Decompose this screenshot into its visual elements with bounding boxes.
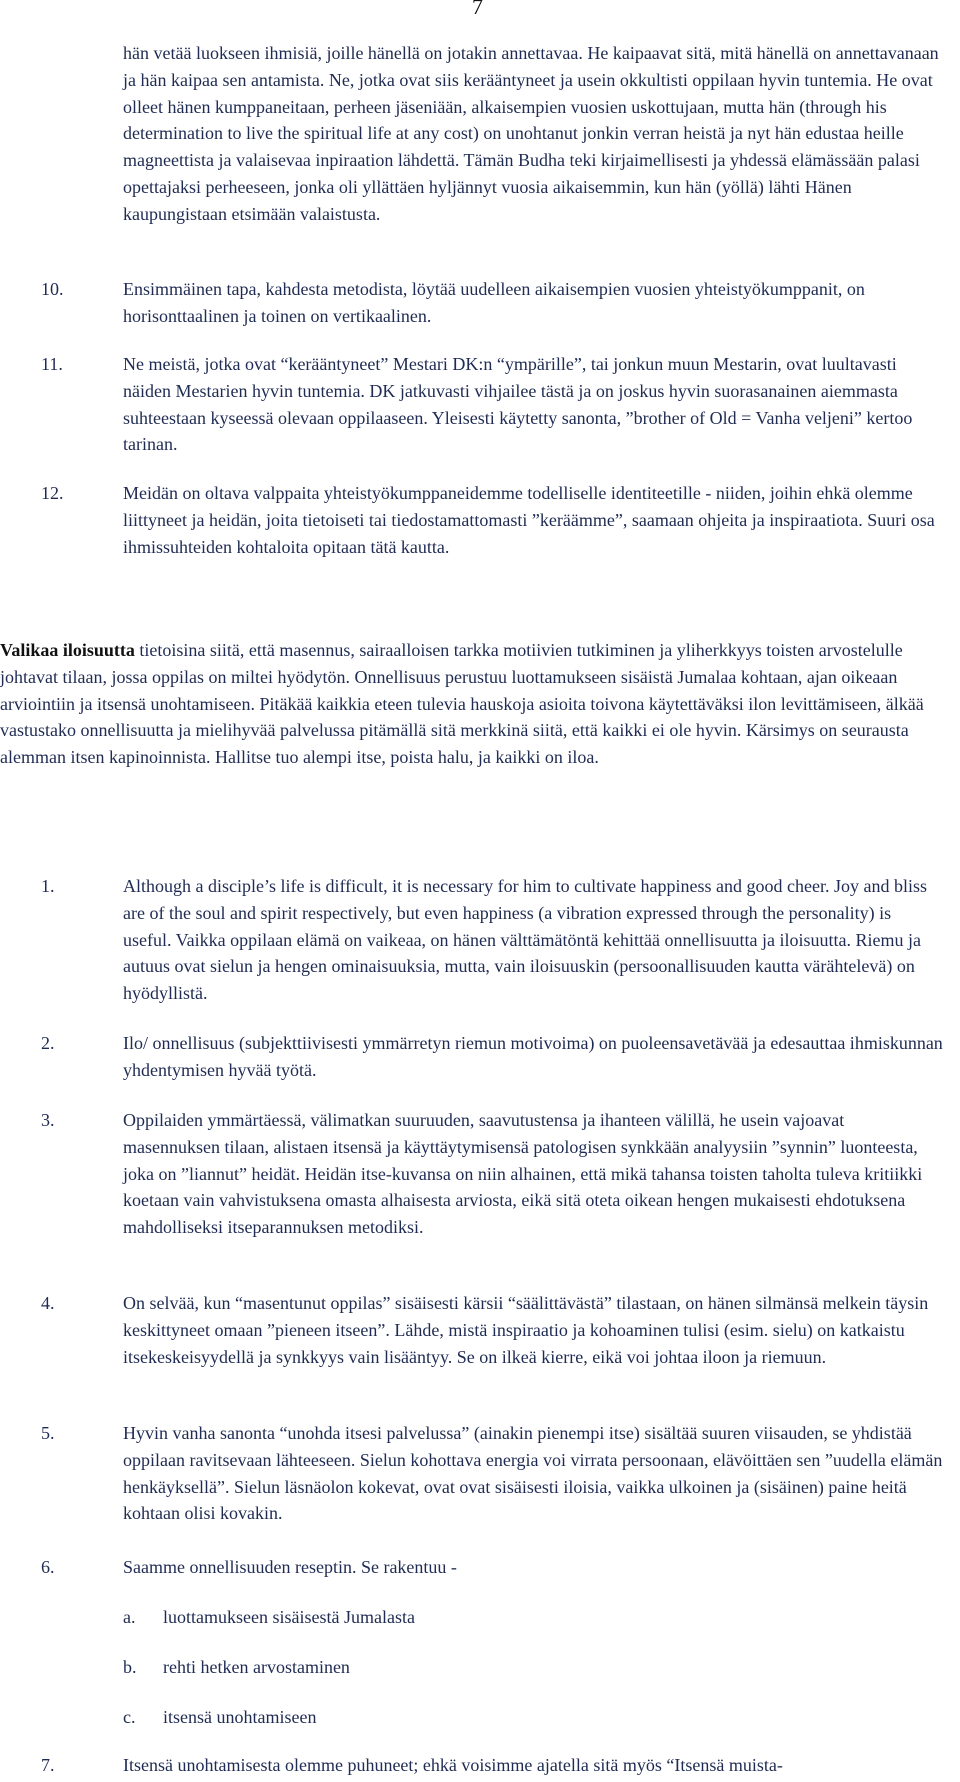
list-item-text: Although a disciple’s life is difficult, it is necessary for him to cultivate happiness and good cheer. Joy and bliss are of the soul and spirit respectively, but even happiness (a vibration expressed through the personality) is useful. Vaikka oppilaan elämä on vaikeaa, on hänen välttämätöntä kehittää onnellisuutta ja iloisuutta. Riemu ja autuus ovat sielun ja hengen ominaisuuksia, mutta, vain iloisuuskin (persoonallisuuden kautta värähtelevä) on hyödyllistä. [123,876,928,1004]
list-item-number: 4. [41,1293,55,1313]
paragraph-lead: Valikaa iloisuutta [0,640,135,660]
list-item-number: 1. [41,876,55,896]
sub-list-text: rehti hetken arvostaminen [163,1657,350,1677]
list-item-number: 11. [41,354,63,374]
list-item-text: Itsensä unohtamisesta olemme puhuneet; ehkä voisimme ajatella sitä myös “Itsensä muista- [123,1755,783,1775]
list-item-text: Hyvin vanha sanonta “unohda itsesi palvelussa” (ainakin pienempi itse) sisältää suuren viisauden, se yhdistää oppilaan ravitsevaan lähteeseen. Sielun kohottava energia voi virrata persoonaan, elävöittäen sen ”uudella elämän henkäyksellä”. Sielun läsnäolon kokevat, ovat ovat sisäisesti iloisia, vaikka ulkoinen ja (sisäinen) paine heitä kohtaan olisi kovakin. [123,1423,943,1524]
list-item-number: 6. [41,1557,55,1577]
list-item-text: Ilo/ onnellisuus (subjekttiivisesti ymmärretyn riemun motivoima) on puoleensavetävää ja edesauttaa ihmiskunnan yhdentymisen hyvää työtä. [123,1033,943,1080]
list-item-text: On selvää, kun “masentunut oppilas” sisäisesti kärsii “säälittävästä” tilastaan, on hänen silmänsä melkein täysin keskittyneet omaan ”pieneen itseen”. Lähde, mistä inspiraatio ja kohoaminen tulisi (esim. sielu) on katkaistu itsekeskeisyydellä ja synkkyys vain lisääntyy. Se on ilkeä kierre, eikä voi johtaa iloon ja riemuun. [123,1293,929,1367]
page-number: 7 [472,0,483,19]
list-item-number: 3. [41,1110,55,1130]
list-item-text: Ne meistä, jotka ovat “kerääntyneet” Mestari DK:n “ympärille”, tai jonkun muun Mestarin, ovat luultavasti näiden Mestarien hyvin tuntemia. DK jatkuvasti vihjailee tästä ja on joskus hyvin suorasanainen aiemmasta suhteestaan kyseessä olevaan oppilaaseen. Yleisesti käytetty sanonta, ”brother of Old = Vanha veljeni” kertoo tarinan. [123,354,913,455]
continuation-paragraph: hän vetää luokseen ihmisiä, joille hänellä on jotakin annettavaa. He kaipaavat sitä, mitä hänellä on annettavanaan ja hän kaipaa sen antamista. Ne, jotka ovat siis kerääntyneet ja usein okkultisti oppilaan hyvin tuntemia. He ovat olleet hänen kumppaneitaan, perheen jäseniään, alkaisempien vuosien uskottujaan, mutta hän (through his determination to live the spiritual life at any cost) on unohtanut jonkin verran heistä ja nyt hän edustaa heille magneettista ja valaisevaa inpiraation lähdettä. Tämän Budha teki kirjaimellisesti ja yhdessä elämässään palasi opettajaksi perheeseen, jonka oli yllättäen hyljännyt vuosia aikaisemmin, kun hän (yöllä) lähti Hänen kaupungistaan etsimään valaistusta. [123,43,939,224]
list-item-text: Saamme onnellisuuden reseptin. Se rakentuu - [123,1557,457,1577]
sub-list-letter: a. [123,1607,136,1627]
list-item-text: Ensimmäinen tapa, kahdesta metodista, löytää uudelleen aikaisempien vuosien yhteistyökumppanit, on horisonttaalinen ja toinen on vertikaalinen. [123,279,865,326]
list-item-text: Oppilaiden ymmärtäessä, välimatkan suuruuden, saavutustensa ja ihanteen välillä, he usein vajoavat masennuksen tilaan, alistaen itsensä ja käyttäytymisensä patologisen synkkään analyysiin ”synnin” luonteesta, joka on ”liannut” heidät. Heidän itse-kuvansa on niin alhainen, että mikä tahansa toisten taholta tuleva kritiikki koetaan vain vahvistuksena omasta alhaisesta arviosta, eikä sitä oteta oikean hengen mukaisesti ehdotuksena mahdolliseksi itseparannuksen metodiksi. [123,1110,923,1238]
list-item-number: 7. [41,1755,55,1775]
sub-list-letter: b. [123,1657,137,1677]
sub-list-text: itsensä unohtamiseen [163,1707,317,1727]
list-item-number: 5. [41,1423,55,1443]
list-item-text: Meidän on oltava valppaita yhteistyökumppaneidemme todelliselle identiteetille - niiden, joihin ehkä olemme liittyneet ja heidän, joita tietoiseti tai tiedostamattomasti ”keräämme”, saamaan ohjeita ja inspiraatiota. Suuri osa ihmissuhteiden kohtaloita opitaan tätä kautta. [123,483,935,557]
body-paragraph [0,637,950,771]
list-item-number: 10. [41,279,64,299]
sub-list-letter: c. [123,1707,136,1727]
sub-list-text: luottamukseen sisäisestä Jumalasta [163,1607,415,1627]
paragraph-text: tietoisina siitä, että masennus, sairaalloisen tarkka motiivien tutkiminen ja yliherkkyys toisten arvostelulle johtavat tilaan, jossa oppilas on miltei hyödytön. Onnellisuus perustuu luottamukseen sisäistä Jumalaa kohtaan, ajan oikeaan arviointiin ja itsensä unohtamiseen. Pitäkää kaikkia eteen tulevia hauskoja asioita toivona käytettäväksi ilon levittämiseen, älkää vastustako onnellisuutta ja mielihyvää palvelussa pitämällä sitä merkkinä siitä, että kaikki ei ole hyvin. Kärsimys on seurausta alemman itsen kapinoinnista. Hallitse tuo alempi itse, poista halu, ja kaikki on iloa. [0,640,924,768]
list-item-number: 2. [41,1033,55,1053]
list-item-number: 12. [41,483,64,503]
